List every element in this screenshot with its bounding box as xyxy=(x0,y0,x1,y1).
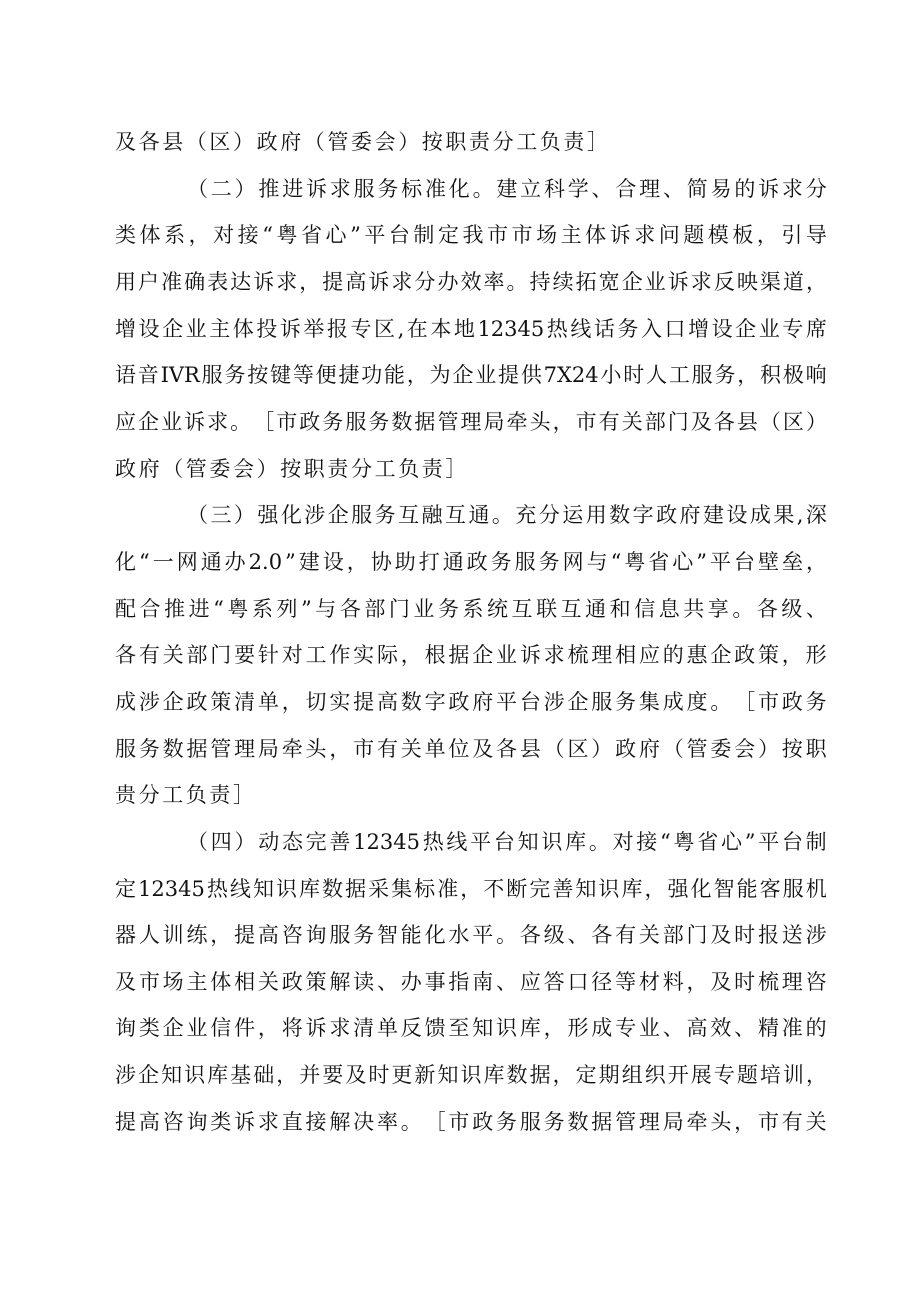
text-line: 贵分工负责］ xyxy=(115,783,257,808)
text-line: 语 音 IVR 服 务 按 键 等 便 捷 功 能 ， 为 企 业 提 供 7X24 小 时 人 工 服 务 ， 积 极 响 xyxy=(115,363,827,388)
paragraph-enterprise-service-integration xyxy=(115,492,827,819)
text-line: （ 四 ） 动 态 完 善 12345 热 线 平 台 知 识 库 。 对 接 “ 粤 省 心 ” 平 台 制 xyxy=(187,829,827,854)
text-line: 各 有 关 部 门 要 针 对 工 作 实 际 ， 根 据 企 业 诉 求 梳 理 相 应 的 惠 企 政 策 ， 形 xyxy=(115,643,827,668)
text-line: 及 市 场 主 体 相 关 政 策 解 读 、 办 事 指 南 、 应 答 口 径 等 材 料 ， 及 时 梳 理 咨 xyxy=(115,969,827,994)
text-line: 用 户 准 确 表 达 诉 求 ， 提 高 诉 求 分 办 效 率 。 持 续 拓 宽 企 业 诉 求 反 映 渠 道 ， xyxy=(115,269,827,294)
text-line: 应 企 业 诉 求 。 ［ 市 政 务 服 务 数 据 管 理 局 牵 头 ， 市 有 关 部 门 及 各 县 （ 区 ） xyxy=(115,409,827,434)
document-body xyxy=(115,119,827,1145)
text-line: 及各县（区）政府（管委会）按职责分工负责］ xyxy=(115,130,611,154)
text-line: 服 务 数 据 管 理 局 牵 头 ， 市 有 关 单 位 及 各 县 （ 区 ） 政 府 （ 管 委 会 ） 按 职 xyxy=(115,736,827,761)
paragraph-hotline-knowledge-base xyxy=(115,819,827,1146)
text-line: 定 12345 热 线 知 识 库 数 据 采 集 标 准 ， 不 断 完 善 知 识 库 ， 强 化 智 能 客 服 机 xyxy=(115,876,827,901)
text-line: 增 设 企 业 主 体 投 诉 举 报 专 区 , 在 本 地 12345 热 线 话 务 入 口 增 设 企 业 专 席 xyxy=(115,316,827,341)
text-line: 类 体 系 ， 对 接 “ 粤 省 心 ” 平 台 制 定 我 市 市 场 主 体 诉 求 问 题 模 板 ， 引 导 xyxy=(115,223,827,248)
text-line: 化 “ 一 网 通 办 2.0 ” 建 设 ， 协 助 打 通 政 务 服 务 网 与 “ 粤 省 心 ” 平 台 壁 垒 ， xyxy=(115,549,827,574)
text-line: 配 合 推 进 “ 粤 系 列 ” 与 各 部 门 业 务 系 统 互 联 互 通 和 信 息 共 享 。 各 级 、 xyxy=(115,596,827,621)
text-line: 涉 企 知 识 库 基 础 ， 并 要 及 时 更 新 知 识 库 数 据 ， 定 期 组 织 开 展 专 题 培 训 ， xyxy=(115,1063,827,1088)
text-line: （ 二 ） 推 进 诉 求 服 务 标 准 化 。 建 立 科 学 、 合 理 、 简 易 的 诉 求 分 xyxy=(187,176,827,201)
paragraph-tail-responsibility xyxy=(115,119,827,166)
text-line: 器 人 训 练 ， 提 高 咨 询 服 务 智 能 化 水 平 。 各 级 、 各 有 关 部 门 及 时 报 送 涉 xyxy=(115,923,827,948)
paragraph-standardize-service xyxy=(115,166,827,493)
text-line: 成 涉 企 政 策 清 单 ， 切 实 提 高 数 字 政 府 平 台 涉 企 服 务 集 成 度 。 ［ 市 政 务 xyxy=(115,689,827,714)
text-line: （ 三 ） 强 化 涉 企 服 务 互 融 互 通 。 充 分 运 用 数 字 政 府 建 设 成 果 , 深 xyxy=(187,503,827,528)
text-line: 提 高 咨 询 类 诉 求 直 接 解 决 率 。 ［ 市 政 务 服 务 数 据 管 理 局 牵 头 ， 市 有 关 xyxy=(115,1109,827,1134)
text-line: 政府（管委会）按职责分工负责］ xyxy=(115,456,469,481)
text-line: 询 类 企 业 信 件 ， 将 诉 求 清 单 反 馈 至 知 识 库 ， 形 成 专 业 、 高 效 、 精 准 的 xyxy=(115,1016,827,1041)
